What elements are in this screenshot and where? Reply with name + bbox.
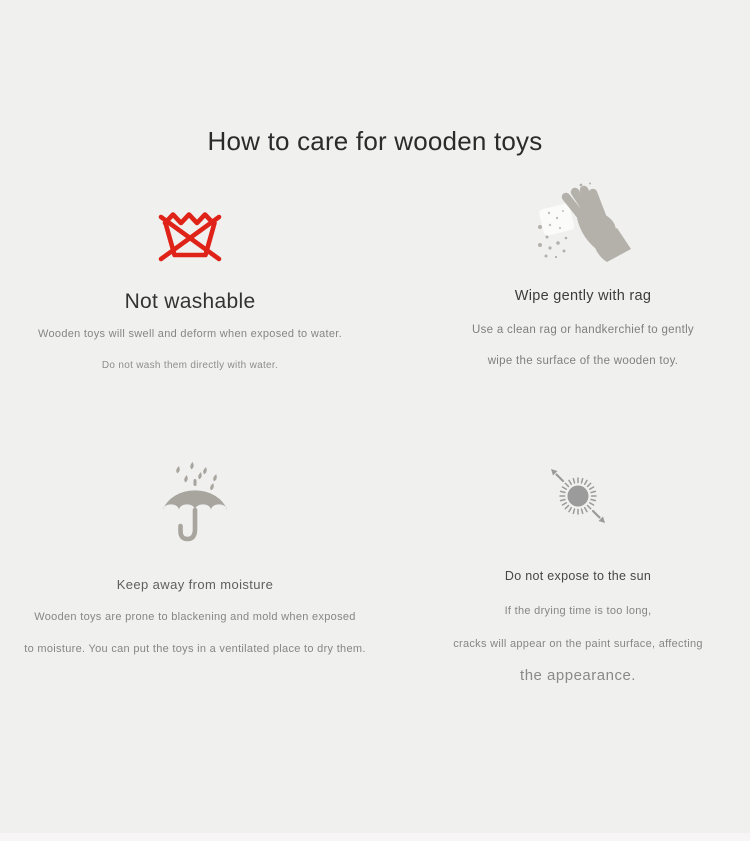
card-text-line: Use a clean rag or handkerchief to gently xyxy=(472,324,694,336)
card-text-line: Wooden toys will swell and deform when exposed to water. xyxy=(38,328,342,340)
umbrella-rain-icon xyxy=(15,462,375,544)
card-keep-away-moisture xyxy=(15,462,375,655)
card-no-sun-exposure xyxy=(403,466,750,684)
wipe-rag-icon xyxy=(408,182,750,262)
card-text-line: Do not wash them directly with water. xyxy=(101,360,279,371)
card-heading: Not washable xyxy=(124,290,256,313)
card-not-washable xyxy=(10,210,370,371)
card-heading: Do not expose to the sun xyxy=(504,569,652,583)
no-wash-icon xyxy=(10,210,370,262)
page-title: How to care for wooden toys xyxy=(207,126,543,156)
no-sun-icon xyxy=(403,466,750,526)
card-heading: Keep away from moisture xyxy=(116,577,274,592)
card-wipe-gently xyxy=(408,182,750,368)
card-text-line: If the drying time is too long, xyxy=(504,605,652,617)
card-text-line: Wooden toys are prone to blackening and mold when exposed xyxy=(34,611,356,623)
card-text-line: the appearance. xyxy=(520,667,636,684)
bottom-divider xyxy=(0,833,750,841)
card-heading: Wipe gently with rag xyxy=(514,288,652,304)
card-text-line: wipe the surface of the wooden toy. xyxy=(487,355,679,367)
card-text-line: to moisture. You can put the toys in a ventilated place to dry them. xyxy=(24,643,366,655)
card-text-line: cracks will appear on the paint surface, affecting xyxy=(453,638,703,650)
